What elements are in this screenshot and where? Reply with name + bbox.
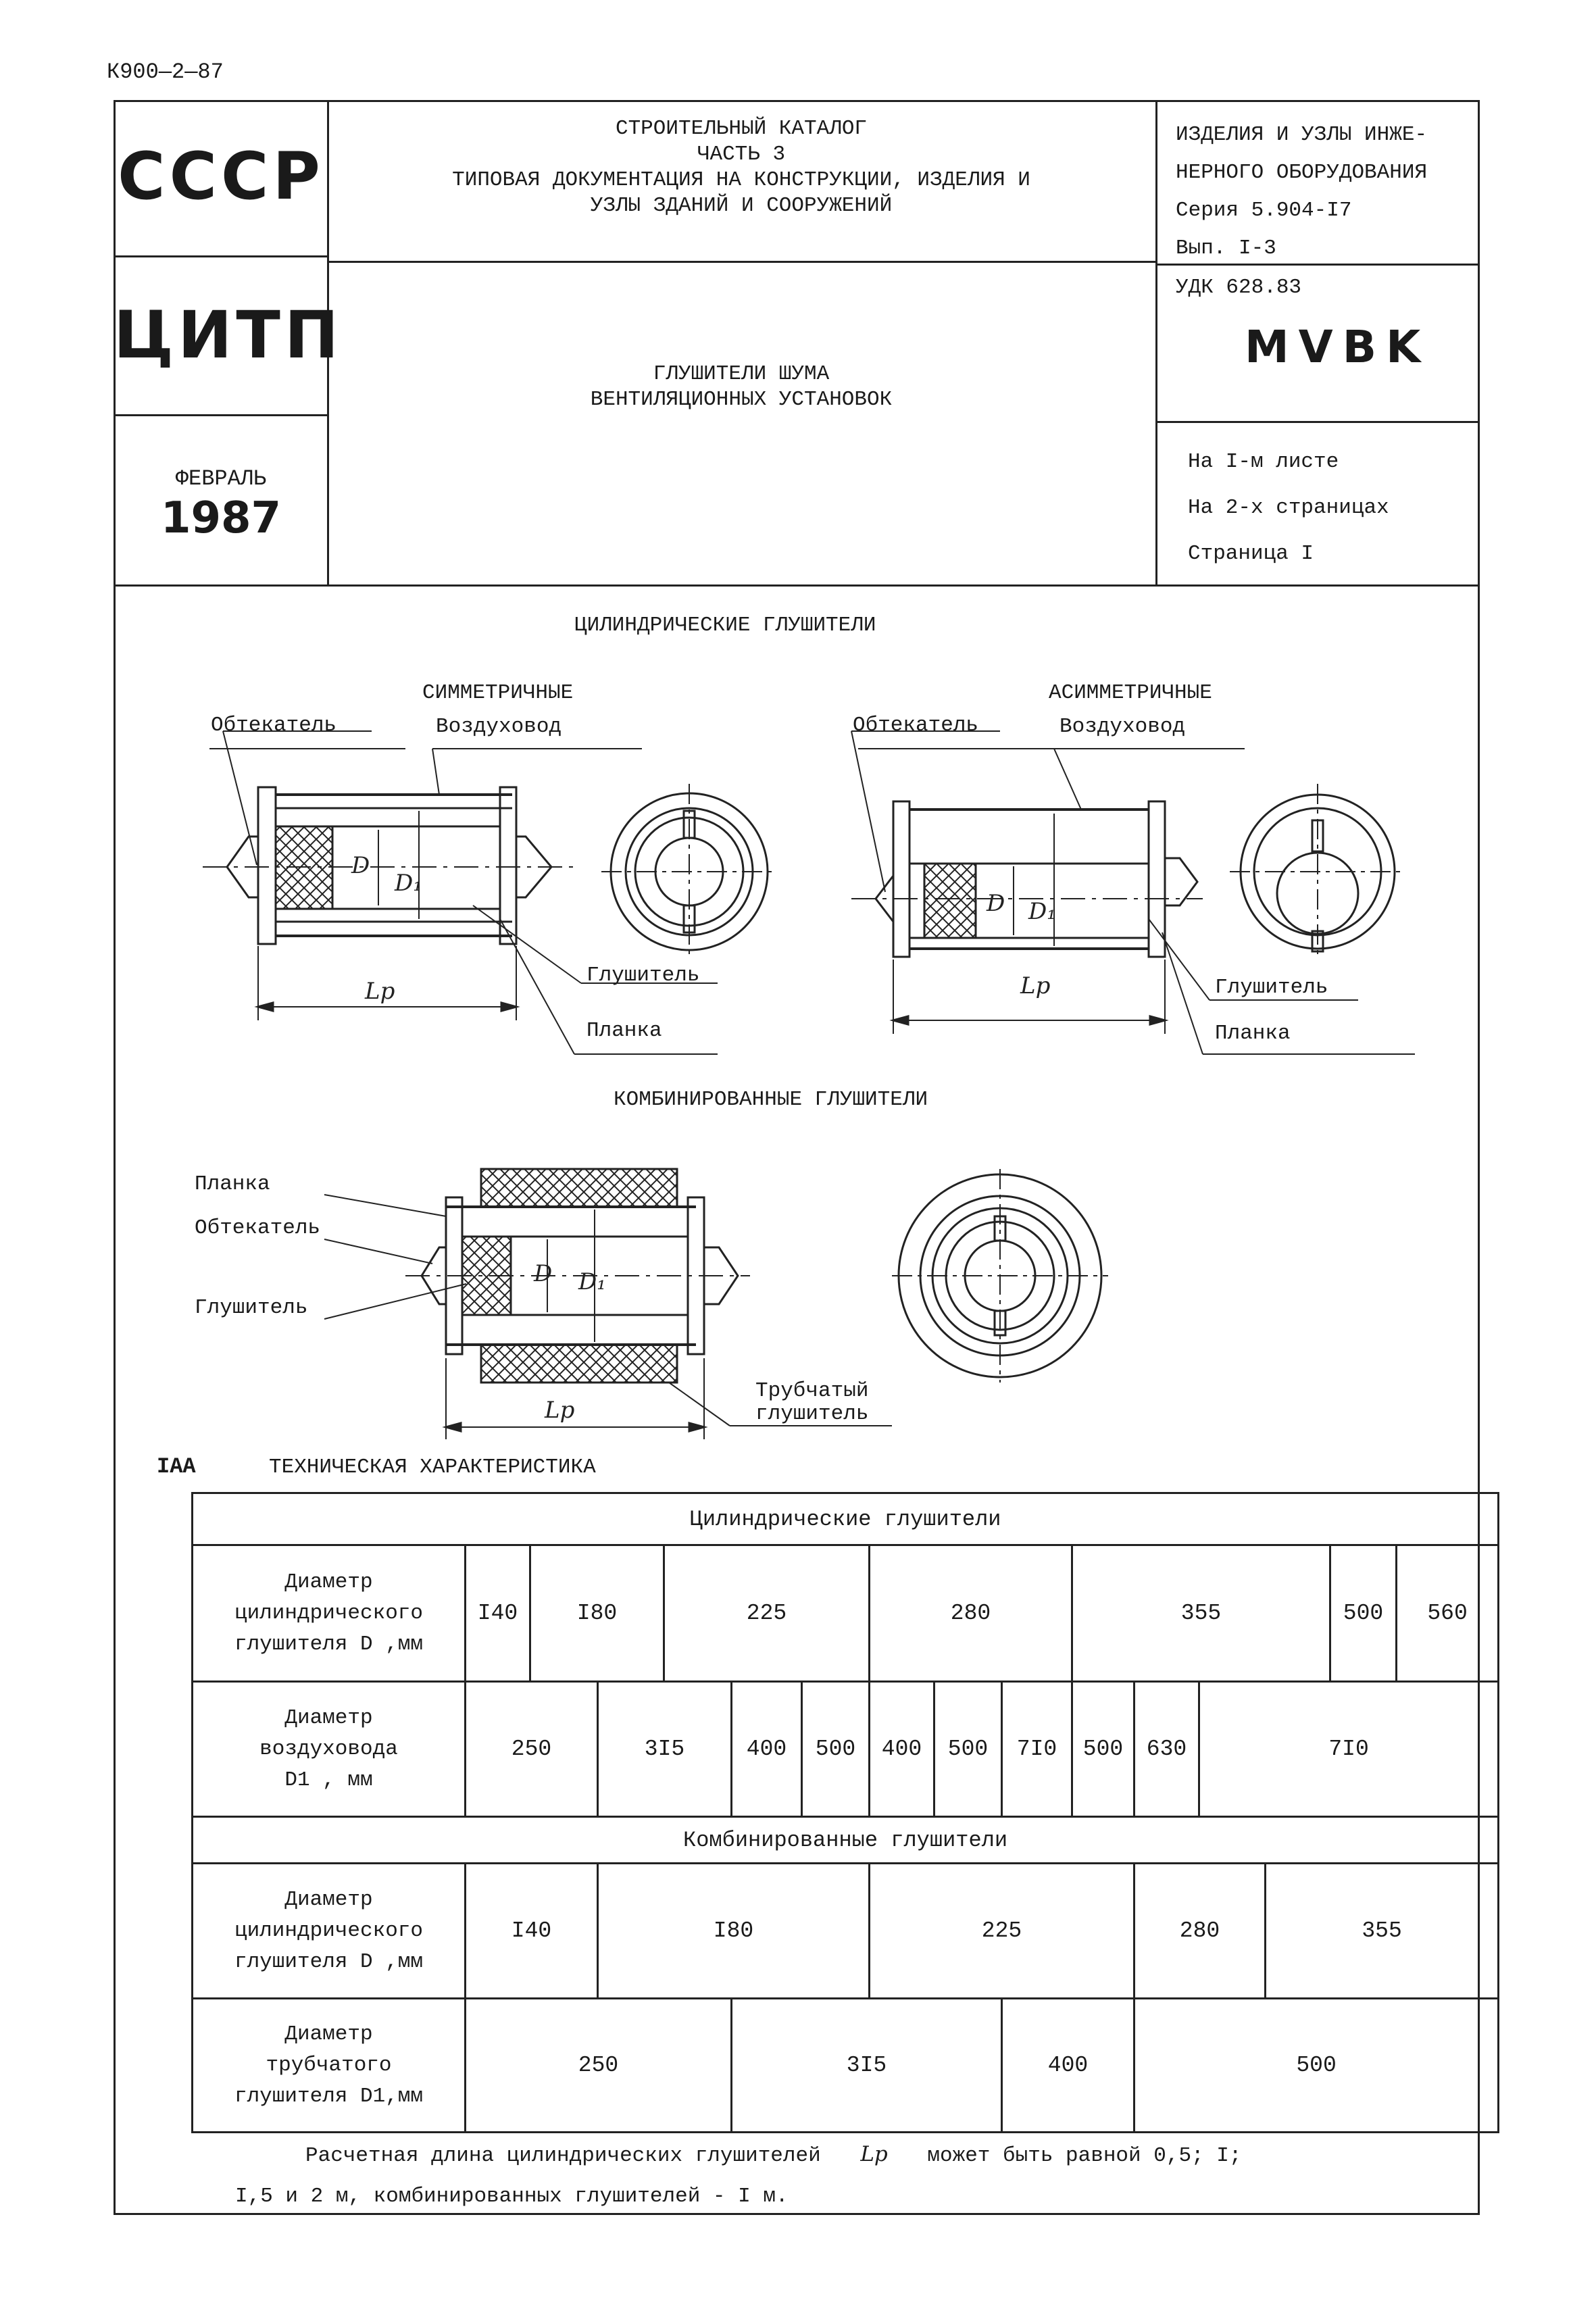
org-ussr: СССР (118, 139, 324, 214)
section-line: ИЗДЕЛИЯ И УЗЛЫ ИНЖЕ- (1176, 123, 1428, 147)
issue-year: 1987 (160, 493, 282, 543)
label-fairing-sym: Обтекатель (211, 714, 337, 737)
row-label-line: глушителя D ,мм (234, 1949, 424, 1974)
table-cell: 7I0 (1002, 1682, 1072, 1817)
row-label-line: Диаметр (284, 1887, 373, 1912)
table-cell: 250 (466, 1999, 732, 2133)
table-cell: 225 (870, 1864, 1134, 1999)
row-label-line: Диаметр (284, 1706, 373, 1730)
row-label (193, 1999, 466, 2133)
row-label-line: цилиндрического (234, 1601, 424, 1625)
dim-lp-asym: Lр (1020, 972, 1051, 999)
table-cell: 630 (1134, 1682, 1199, 1817)
table-section-row (193, 1817, 1499, 1864)
table-cell: I80 (598, 1864, 870, 1999)
table-cell: 355 (1072, 1545, 1330, 1682)
table-cell: 500 (934, 1682, 1002, 1817)
label-duct-asym: Воздуховод (1059, 715, 1186, 739)
combined-silencer-section (892, 1169, 1108, 1383)
footnote-text: может быть равной 0,5; I; (927, 2144, 1242, 2168)
dim-d1-asym: D₁ (1028, 898, 1056, 925)
table-title: ТЕХНИЧЕСКАЯ ХАРАКТЕРИСТИКА (269, 1455, 596, 1479)
issue-month: ФЕВРАЛЬ (175, 466, 267, 491)
row-label-line: Диаметр (284, 1570, 373, 1594)
symmetric-title: СИММЕТРИЧНЫЕ (422, 681, 574, 705)
dim-d-asym: D (987, 890, 1005, 917)
footnote-line-2: I,5 и 2 м, комбинированных глушителей - I м. (235, 2185, 789, 2208)
table-cell: 3I5 (598, 1682, 732, 1817)
series-number: Серия 5.904-I7 (1176, 199, 1352, 222)
table-row (193, 1864, 1499, 1999)
footnote (235, 2134, 1468, 2217)
sheet-line: Страница I (1188, 542, 1314, 566)
table-cell: 400 (1002, 1999, 1134, 2133)
org-citp: ЦИТП (114, 297, 343, 373)
label-tube-line: глушитель (755, 1402, 869, 1426)
table-cell: I80 (530, 1545, 664, 1682)
table-cell: 400 (732, 1682, 802, 1817)
table-cell: 500 (802, 1682, 870, 1817)
asymmetric-silencer-side-view (851, 731, 1415, 1054)
asymmetric-silencer-section (1230, 784, 1405, 960)
table-cell: 560 (1397, 1545, 1499, 1682)
dim-lp-comb: Lр (545, 1397, 575, 1424)
table-cell: I40 (466, 1545, 530, 1682)
label-silencer-asym: Глушитель (1215, 976, 1328, 999)
label-strip-comb: Планка (195, 1172, 270, 1196)
catalog-line: УЗЛЫ ЗДАНИЙ И СООРУЖЕНИЙ (590, 194, 893, 218)
title-line: ГЛУШИТЕЛИ ШУМА (653, 362, 830, 386)
label-strip-asym: Планка (1215, 1022, 1291, 1045)
cylindrical-title: ЦИЛИНДРИЧЕСКИЕ ГЛУШИТЕЛИ (574, 614, 876, 637)
catalog-line: ЧАСТЬ 3 (697, 143, 786, 166)
label-silencer-sym: Глушитель (587, 964, 700, 987)
label-strip-sym: Планка (587, 1019, 662, 1043)
dim-d-sym: D (351, 852, 370, 879)
issue-number: Вып. I-3 (1176, 237, 1276, 260)
row-label-line: трубчатого (266, 2053, 392, 2077)
footnote-text: Расчетная длина цилиндрических глушителей (305, 2144, 821, 2168)
table-cell: 500 (1072, 1682, 1134, 1817)
combined-title: КОМБИНИРОВАННЫЕ ГЛУШИТЕЛИ (614, 1088, 928, 1112)
row-label (193, 1545, 466, 1682)
row-label-line: цилиндрического (234, 1918, 424, 1943)
table-row (193, 1999, 1499, 2133)
table-cell: 3I5 (732, 1999, 1002, 2133)
table-cell: 500 (1330, 1545, 1397, 1682)
asymmetric-title: АСИММЕТРИЧНЫЕ (1049, 681, 1212, 705)
label-silencer-comb: Глушитель (195, 1296, 308, 1320)
label-fairing-asym: Обтекатель (853, 714, 979, 737)
row-label-line: Диаметр (284, 2022, 373, 2046)
combined-header: Комбинированные глушители (193, 1817, 1499, 1864)
label-tube-line: Трубчатый (755, 1379, 869, 1403)
table-cell: I40 (466, 1864, 598, 1999)
table-row (193, 1545, 1499, 1682)
row-label-line: глушителя D1,мм (234, 2084, 424, 2108)
table-row (193, 1682, 1499, 1817)
row-label-line: D1 , мм (284, 1768, 373, 1792)
document-code: К900—2—87 (107, 59, 224, 84)
table-cell: 225 (664, 1545, 870, 1682)
table-cell: 7I0 (1199, 1682, 1499, 1817)
table-cell: 500 (1134, 1999, 1499, 2133)
table-cell: 280 (870, 1545, 1072, 1682)
catalog-line: СТРОИТЕЛЬНЫЙ КАТАЛОГ (615, 117, 868, 141)
catalog-line: ТИПОВАЯ ДОКУМЕНТАЦИЯ НА КОНСТРУКЦИИ, ИЗДЕЛИЯ И (452, 168, 1030, 192)
table-cell: 280 (1134, 1864, 1266, 1999)
title-line: ВЕНТИЛЯЦИОННЫХ УСТАНОВОК (590, 388, 893, 412)
row-label (193, 1864, 466, 1999)
table-cell: 250 (466, 1682, 598, 1817)
row-label-line: глушителя D ,мм (234, 1632, 424, 1656)
row-label (193, 1682, 466, 1817)
table-cell: 400 (870, 1682, 934, 1817)
cylindrical-header: Цилиндрические глушители (193, 1493, 1499, 1545)
dim-d-comb: D (534, 1260, 553, 1287)
dim-d1-sym: D₁ (395, 870, 422, 897)
catalog-code: MVBK (1245, 321, 1430, 373)
label-duct-sym: Воздуховод (436, 715, 562, 739)
label-fairing-comb: Обтекатель (195, 1216, 321, 1240)
combined-silencer-side-view (324, 1169, 892, 1439)
dim-lp-sym: Lр (365, 978, 395, 1005)
table-section-row (193, 1493, 1499, 1545)
udk-code: УДК 628.83 (1176, 276, 1302, 299)
sheet-line: На 2-х страницах (1188, 496, 1389, 520)
table-marker: IAA (157, 1454, 196, 1479)
row-label-line: воздуховода (259, 1737, 398, 1761)
symmetric-silencer-section (601, 784, 777, 960)
technical-characteristics-table (191, 1492, 1499, 2133)
section-line: НЕРНОГО ОБОРУДОВАНИЯ (1176, 161, 1428, 184)
table-cell: 355 (1266, 1864, 1499, 1999)
sheet-line: На I-м листе (1188, 450, 1339, 474)
footnote-lp: Lр (860, 2142, 888, 2166)
dim-d1-comb: D₁ (578, 1268, 606, 1295)
footnote-line-1 (305, 2134, 1468, 2176)
